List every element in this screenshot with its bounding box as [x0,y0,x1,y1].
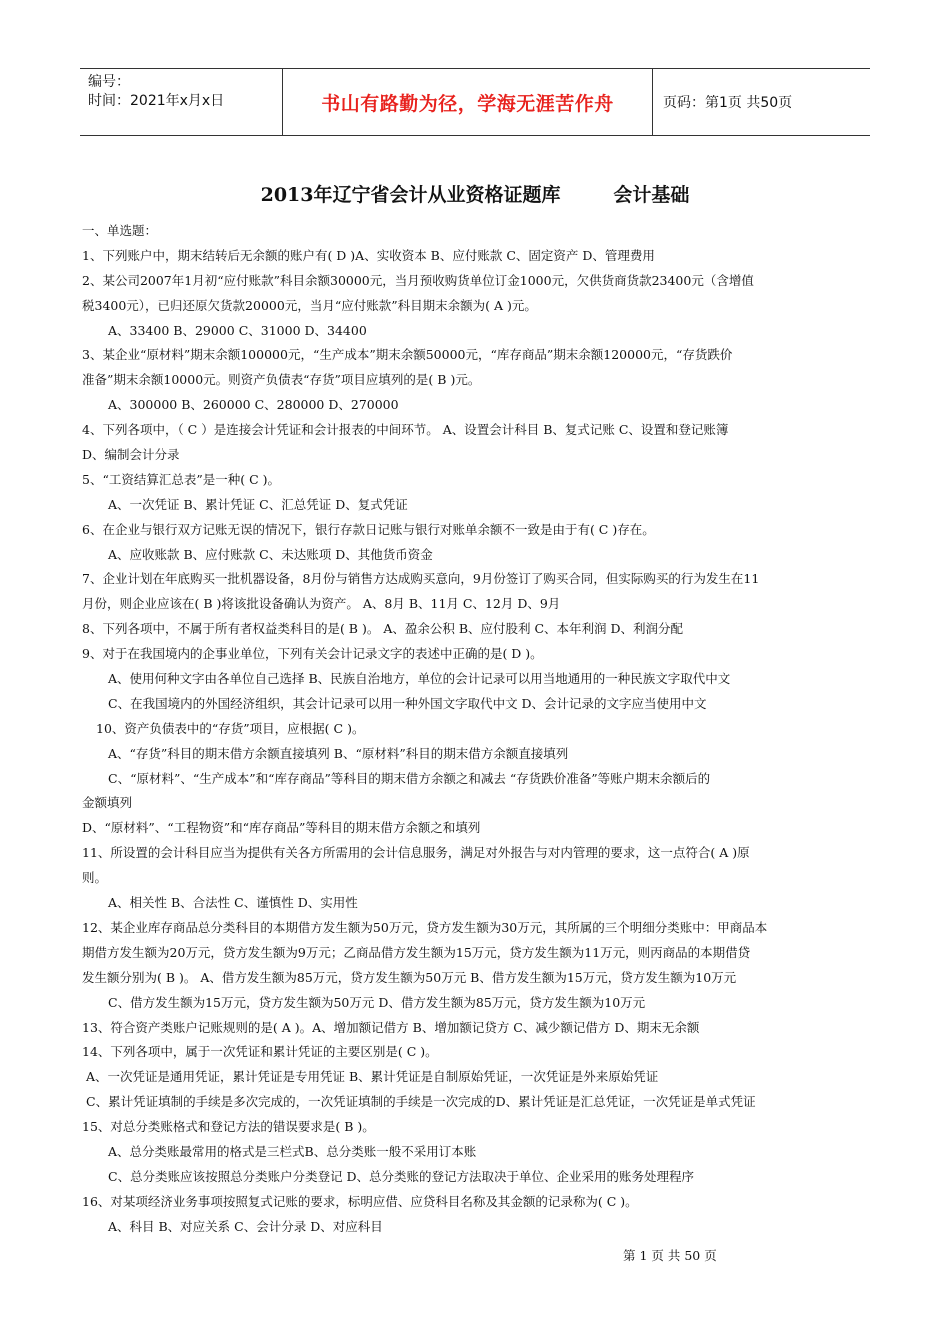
text-line: 期借方发生额为20万元，贷方发生额为9万元；乙商品借方发生额为15万元，贷方发生额为11万元，则丙商品的本期借贷 [82,944,751,960]
text-line: D、“原材料”、“工程物资”和“库存商品”等科目的期末借方余额之和填列 [82,820,481,836]
text-line: 1、下列账户中，期末结转后无余额的账户有( D )A、实收资本 B、应付账款 C、固定资产 D、管理费用 [82,247,655,263]
text-line: A、总分类账最常用的格式是三栏式B、总分类账一般不采用订本账 [108,1143,477,1159]
page-footer: 第 1 页 共 50 页 [623,1248,717,1263]
text-line: 8、下列各项中，不属于所有者权益类科目的是( B )。 A、盈余公积 B、应付股利 C、本年利润 D、利润分配 [82,621,684,637]
text-line: 月份，则企业应该在( B )将该批设备确认为资产。 A、8月 B、11月 C、12月 D、9月 [82,596,561,612]
text-line: 12、某企业库存商品总分类科目的本期借方发生额为50万元，贷方发生额为30万元，其所属的三个明细分类账中：甲商品本 [82,919,768,935]
header-meta [80,69,283,135]
text-line: 6、在企业与银行双方记账无误的情况下，银行存款日记账与银行对账单余额不一致是由于有( C )存在。 [82,521,655,537]
page-header [80,68,870,136]
question-list [82,219,872,1240]
text-line: 15、对总分类账格式和登记方法的错误要求是( B )。 [82,1119,375,1135]
text-line: D、编制会计分录 [82,447,180,463]
text-line: A、科目 B、对应关系 C、会计分录 D、对应科目 [108,1218,383,1234]
text-line: A、一次凭证是通用凭证，累计凭证是专用凭证 B、累计凭证是自制原始凭证，一次凭证是外来原始凭证 [86,1069,659,1085]
text-line: 5、“工资结算汇总表”是一种( C )。 [82,471,280,487]
header-motto: 书山有路勤为径，学海无涯苦作舟 [283,69,653,135]
text-line: 9、对于在我国境内的企事业单位，下列有关会计记录文字的表述中正确的是( D )。 [82,646,543,662]
header-number: 编号： [88,74,130,90]
header-page-info: 页码：第1页 共50页 [663,95,793,111]
text-line: A、300000 B、260000 C、280000 D、270000 [108,397,399,413]
text-line: 4、下列各项中，（ C ）是连接会计凭证和会计报表的中间环节。 A、设置会计科目 B、复式记账 C、设置和登记账簿 [82,422,729,438]
header-date: 时间：2021年x月x日 [88,93,225,109]
text-line: 11、所设置的会计科目应当为提供有关各方所需用的会计信息服务，满足对外报告与对内管理的要求，这一点符合( A )原 [82,845,750,861]
text-line: A、33400 B、29000 C、31000 D、34400 [108,322,367,338]
text-line: C、总分类账应该按照总分类账户分类登记 D、总分类账的登记方法取决于单位、企业采用的账务处理程序 [108,1168,695,1184]
text-line: 发生额分别为( B )。 A、借方发生额为85万元，贷方发生额为50万元 B、借方发生额为15万元，贷方发生额为10万元 [82,969,737,985]
text-line: A、一次凭证 B、累计凭证 C、汇总凭证 D、复式凭证 [108,496,408,512]
text-line: 7、企业计划在年底购买一批机器设备，8月份与销售方达成购买意向，9月份签订了购买合同，但实际购买的行为发生在11 [82,571,760,587]
text-line: C、“原材料”、“生产成本”和“库存商品”等科目的期末借方余额之和减去 “存货跌价准备”等账户期末余额后的 [108,770,711,786]
text-line: A、应收账款 B、应付账款 C、未达账项 D、其他货币资金 [108,546,433,562]
text-line: C、在我国境内的外国经济组织，其会计记录可以用一种外国文字取代中文 D、会计记录的文字应当使用中文 [108,695,707,711]
text-line: C、累计凭证填制的手续是多次完成的，一次凭证填制的手续是一次完成的D、累计凭证是汇总凭证，一次凭证是单式凭证 [86,1094,756,1110]
text-line: 2、某公司2007年1月初“应付账款”科目余额30000元，当月预收购货单位订金1000元，欠供货商货款23400元（含增值 [82,272,754,288]
text-line: 一、单选题： [82,223,158,238]
text-line: 14、下列各项中，属于一次凭证和累计凭证的主要区别是( C )。 [82,1044,438,1060]
document-title: 2013年辽宁省会计从业资格证题库 会计基础 [260,184,690,206]
text-line: 10、资产负债表中的“存货”项目，应根据( C )。 [96,720,365,736]
text-line: 准备”期末余额10000元。则资产负债表“存货”项目应填列的是( B )元。 [82,372,481,388]
text-line: C、借方发生额为15万元，贷方发生额为50万元 D、借方发生额为85万元，贷方发生额为10万元 [108,994,646,1010]
text-line: 3、某企业“原材料”期末余额100000元，“生产成本”期末余额50000元，“库存商品”期末余额120000元，“存货跌价 [82,347,733,363]
text-line: A、相关性 B、合法性 C、谨慎性 D、实用性 [108,895,358,911]
text-line: 13、符合资产类账户记账规则的是( A )。A、增加额记借方 B、增加额记贷方 C、减少额记借方 D、期末无余额 [82,1019,700,1035]
text-line: A、“存货”科目的期末借方余额直接填列 B、“原材料”科目的期末借方余额直接填列 [108,745,569,761]
text-line: A、使用何种文字由各单位自己选择 B、民族自治地方，单位的会计记录可以用当地通用的一种民族文字取代中文 [108,671,731,687]
text-line: 税3400元），已归还原欠货款20000元，当月“应付账款”科目期末余额为( A )元。 [82,297,537,313]
text-line: 金额填列 [82,795,133,811]
text-line: 则。 [82,870,108,886]
text-line: 16、对某项经济业务事项按照复式记账的要求，标明应借、应贷科目名称及其金额的记录称为( C )。 [82,1193,638,1209]
